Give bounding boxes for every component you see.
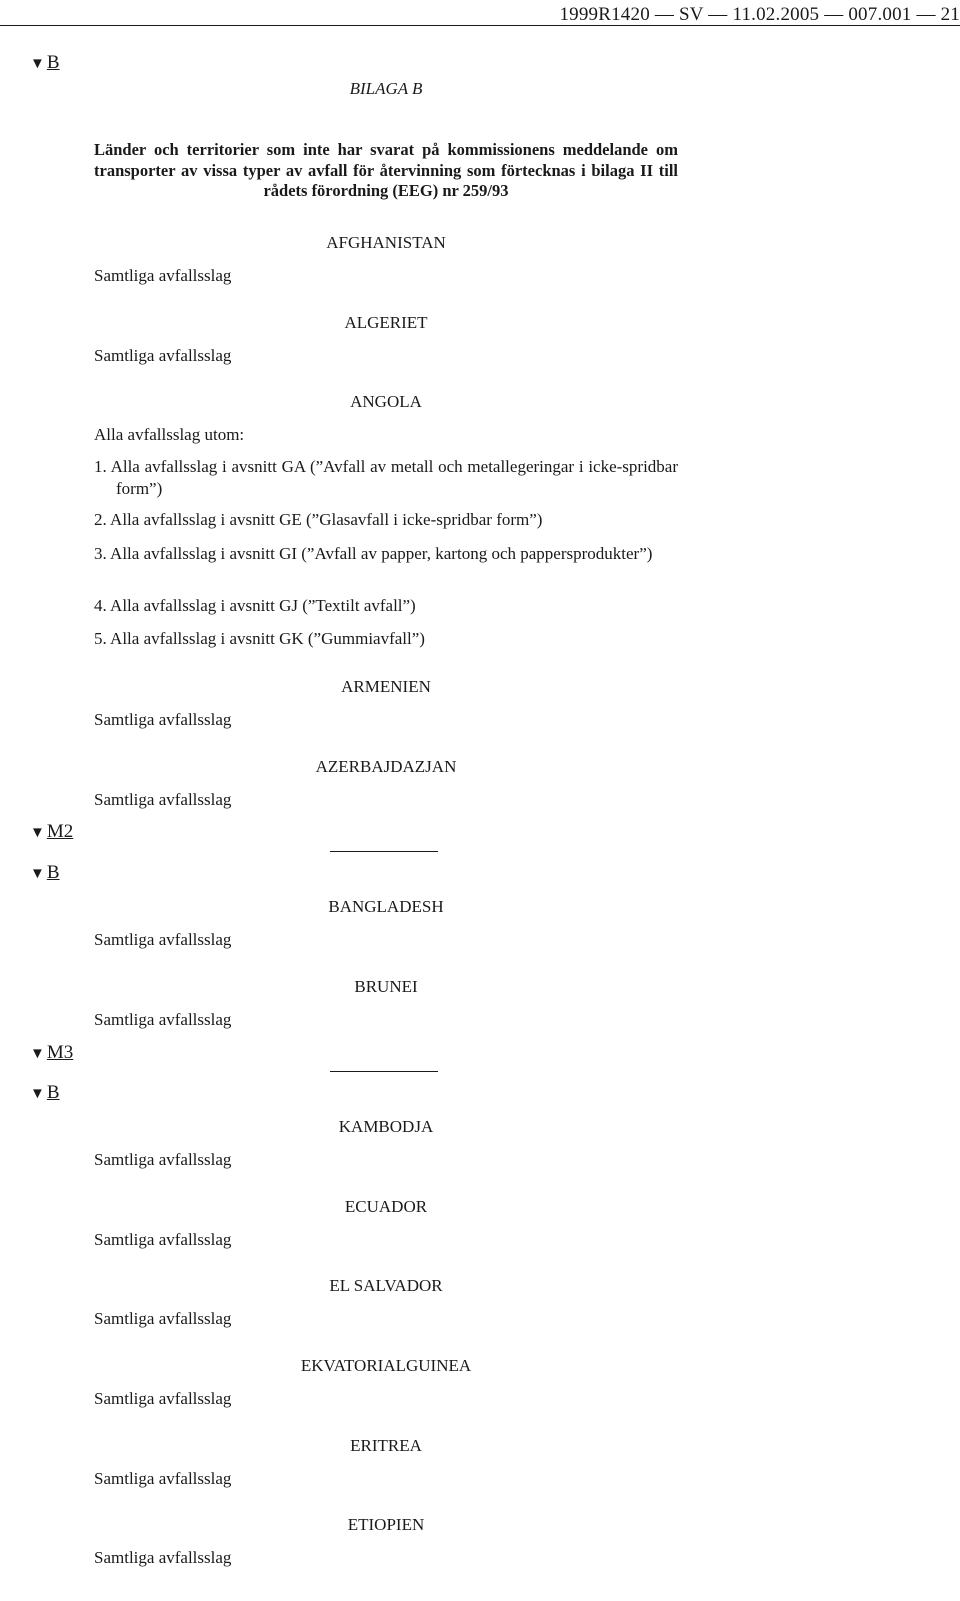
exception-item: 3. Alla avfallsslag i avsnitt GI (”Avfall av papper, kartong och pappersprodukter”)	[94, 544, 653, 563]
marker-code: B	[46, 862, 60, 883]
country-name: ANGOLA	[350, 392, 422, 411]
running-header: 1999R1420 — SV — 11.02.2005 — 007.001 — 21	[559, 4, 960, 25]
marker-code: M3	[46, 1042, 74, 1063]
waste-scope: Samtliga avfallsslag	[94, 790, 232, 809]
triangle-down-icon: ▼	[30, 1086, 45, 1102]
waste-scope: Samtliga avfallsslag	[94, 1010, 232, 1029]
deleted-entry-rule	[330, 1071, 438, 1072]
country-name: AFGHANISTAN	[326, 233, 446, 252]
waste-scope: Samtliga avfallsslag	[94, 1469, 232, 1488]
document-title: Länder och territorier som inte har svarat på kommissionens meddelande om transporter av vissa typer av avfall för återvinning som förtecknas i bilaga II till rådets förordning (EEG) nr 259/93	[94, 140, 678, 200]
header-rule	[0, 25, 960, 26]
waste-scope: Samtliga avfallsslag	[94, 1150, 232, 1169]
triangle-down-icon: ▼	[30, 866, 45, 882]
country-name: AZERBAJDAZJAN	[315, 757, 457, 776]
exception-item: 5. Alla avfallsslag i avsnitt GK (”Gummiavfall”)	[94, 629, 425, 648]
marker-code: B	[46, 1082, 60, 1103]
exception-item: 4. Alla avfallsslag i avsnitt GJ (”Textilt avfall”)	[94, 596, 416, 615]
amendment-marker-m3[interactable]	[30, 1043, 73, 1062]
amendment-marker-b[interactable]	[30, 53, 60, 72]
annex-title: BILAGA B	[349, 79, 423, 98]
country-name: BRUNEI	[354, 977, 418, 996]
waste-scope: Samtliga avfallsslag	[94, 266, 232, 285]
country-name: KAMBODJA	[338, 1117, 434, 1136]
country-name: ECUADOR	[344, 1197, 428, 1216]
triangle-down-icon: ▼	[30, 1046, 45, 1062]
amendment-marker-b[interactable]	[30, 1083, 60, 1102]
waste-scope: Samtliga avfallsslag	[94, 930, 232, 949]
triangle-down-icon: ▼	[30, 825, 45, 841]
waste-scope: Samtliga avfallsslag	[94, 1389, 232, 1408]
country-name: ARMENIEN	[341, 677, 431, 696]
waste-scope: Samtliga avfallsslag	[94, 710, 232, 729]
waste-scope: Samtliga avfallsslag	[94, 346, 232, 365]
country-name: ETIOPIEN	[347, 1515, 425, 1534]
waste-scope: Samtliga avfallsslag	[94, 1548, 232, 1567]
waste-scope: Samtliga avfallsslag	[94, 1309, 232, 1328]
waste-scope: Samtliga avfallsslag	[94, 1230, 232, 1249]
country-name: EKVATORIALGUINEA	[300, 1356, 472, 1375]
triangle-down-icon: ▼	[30, 56, 45, 72]
exception-item: 1. Alla avfallsslag i avsnitt GA (”Avfall av metall och metallegeringar i icke-spridbar form”)	[94, 457, 678, 498]
amendment-marker-b[interactable]	[30, 863, 60, 882]
marker-code: M2	[46, 821, 74, 842]
country-name: BANGLADESH	[328, 897, 444, 916]
country-name: ALGERIET	[344, 313, 428, 332]
country-name: EL SALVADOR	[329, 1276, 443, 1295]
exception-item: 2. Alla avfallsslag i avsnitt GE (”Glasavfall i icke-spridbar form”)	[94, 510, 543, 529]
marker-code: B	[46, 52, 60, 73]
deleted-entry-rule	[330, 851, 438, 852]
waste-scope: Alla avfallsslag utom:	[94, 425, 245, 444]
country-name: ERITREA	[350, 1436, 422, 1455]
amendment-marker-m2[interactable]	[30, 822, 73, 841]
